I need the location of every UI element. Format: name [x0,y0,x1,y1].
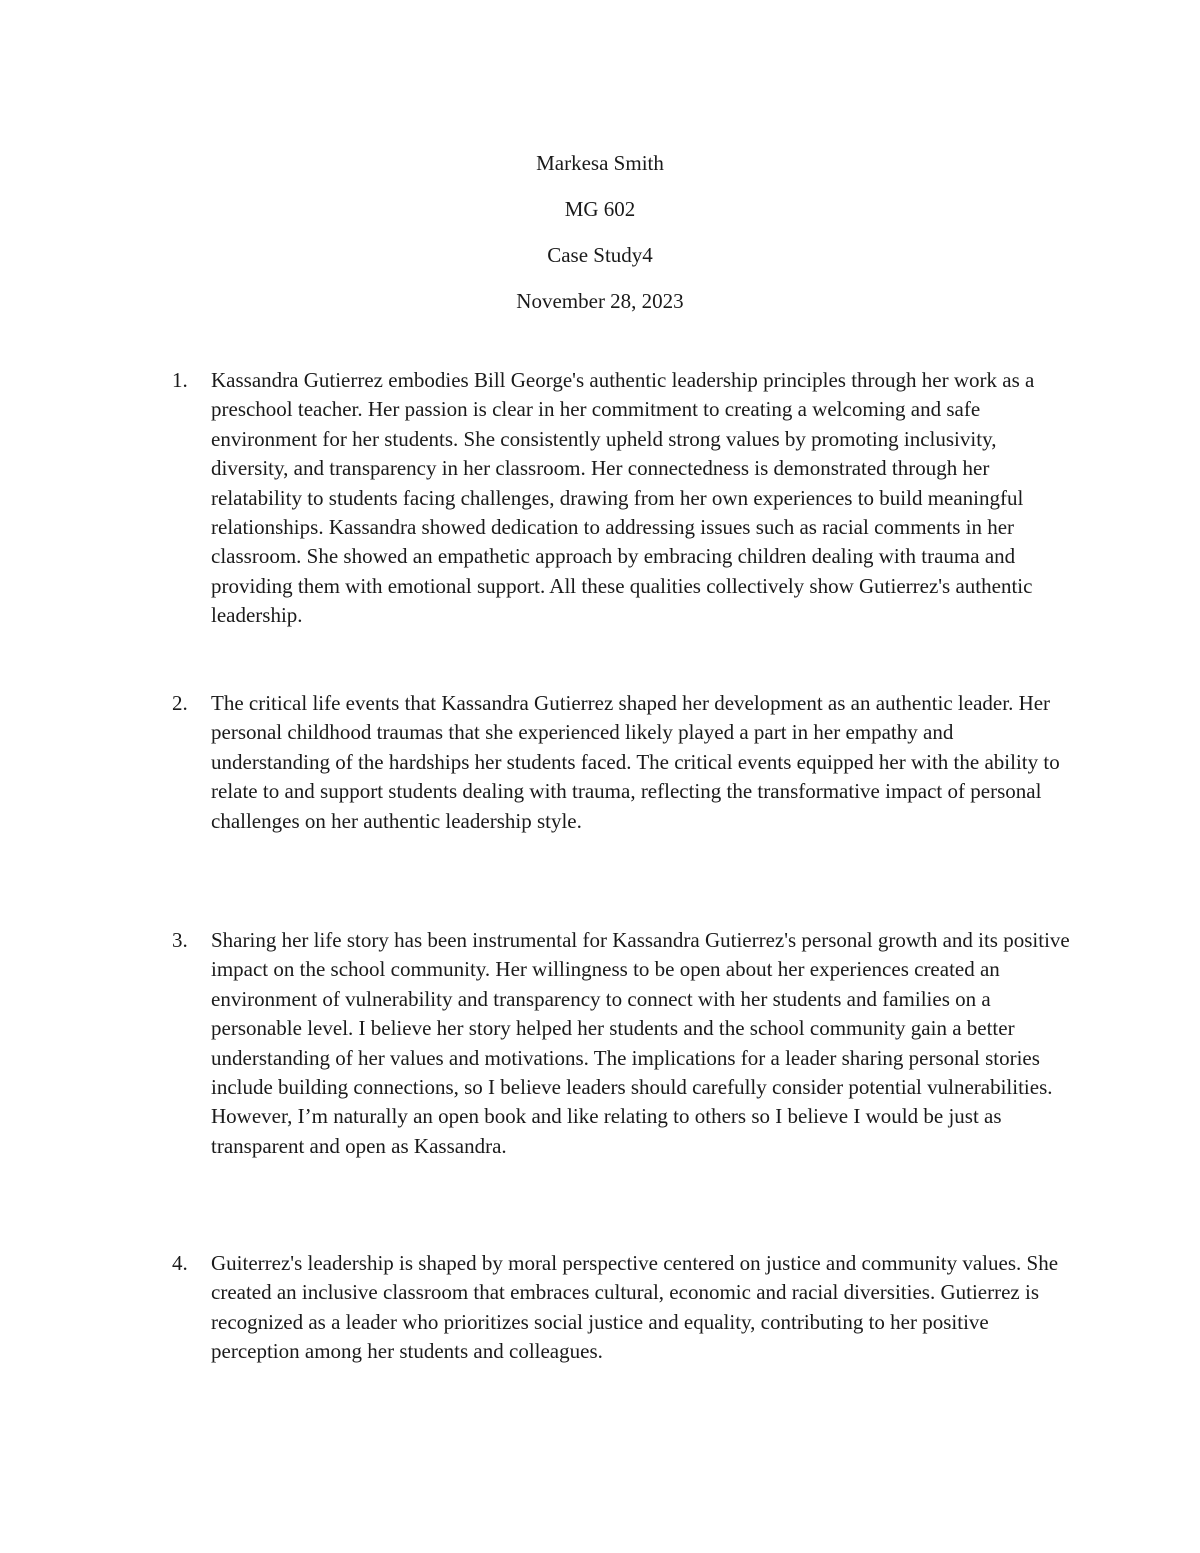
answer-number: 2. [172,691,188,715]
answer-text: The critical life events that Kassandra Gutierrez shaped her development as an authentic leader. Her personal childhood traumas that she experienced likely played a part in her empathy and understanding of the hardships her students faced. The critical events equipped her with the ability to relate to and support students dealing with trauma, reflecting the transformative impact of personal challenges on her authentic leadership style. [211,691,1060,833]
answer-text: Sharing her life story has been instrumental for Kassandra Gutierrez's personal growth and its positive impact on the school community. Her willingness to be open about her experiences created an environment of vulnerability and transparency to connect with her students and families on a personable level. I believe her story helped her students and the school community gain a better understanding of her values and motivations. The implications for a leader sharing personal stories include building connections, so I believe leaders should carefully consider potential vulnerabilities. However, I’m naturally an open book and like relating to others so I believe I would be just as transparent and open as Kassandra. [211,928,1070,1158]
author-name: Markesa Smith [536,151,664,175]
answer-number: 3. [172,928,188,952]
answer-text: Guiterrez's leadership is shaped by moral perspective centered on justice and community values. She created an inclusive classroom that embraces cultural, economic and racial diversities. Gutierrez is recognized as a leader who prioritizes social justice and equality, contributing to her positive perception among her students and colleagues. [211,1251,1059,1364]
answer-number: 4. [172,1251,188,1275]
assignment-title: Case Study4 [547,243,653,267]
answer-text: Kassandra Gutierrez embodies Bill George's authentic leadership principles through her work as a preschool teacher. Her passion is clear in her commitment to creating a welcoming and safe environment for her students. She consistently upheld strong values by promoting inclusivity, diversity, and transparency in her classroom. Her connectedness is demonstrated through her relatability to students facing challenges, drawing from her own experiences to build meaningful relationships. Kassandra showed dedication to addressing issues such as racial comments in her classroom. She showed an empathetic approach by embracing children dealing with trauma and providing them with emotional support. All these qualities collectively show Gutierrez's authentic leadership. [211,368,1035,628]
document-date: November 28, 2023 [516,289,684,313]
answer-number: 1. [172,368,188,392]
course-code: MG 602 [564,197,636,221]
document-header [0,140,1200,324]
